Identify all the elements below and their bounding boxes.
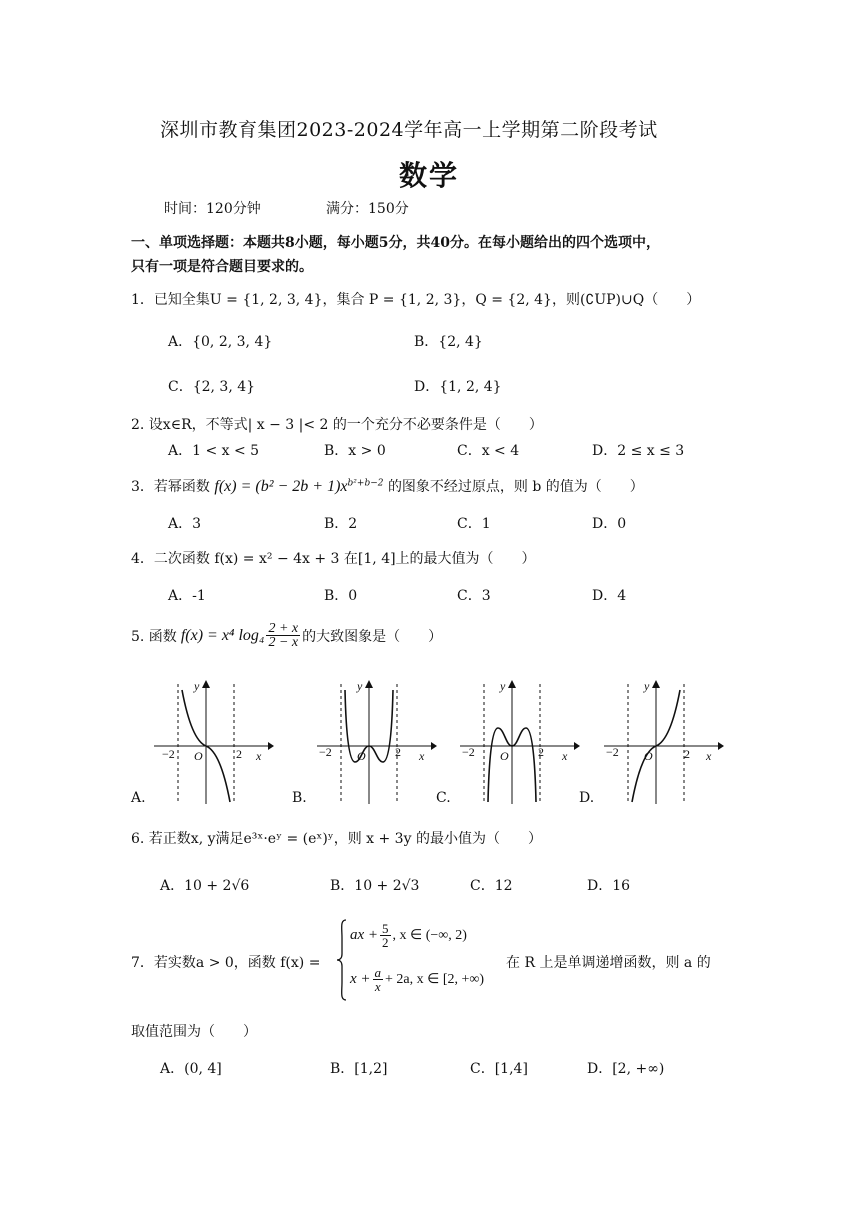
q7-piece-2-num: a <box>374 965 382 980</box>
q5-fraction-num: 2 + x <box>268 621 299 636</box>
q6-stem: 6. 若正数x, y满足e³ˣ·eʸ = (eˣ)ʸ，则 x + 3y 的最小值为（ ） <box>131 831 542 847</box>
q7-piece-1-num: 5 <box>382 921 389 936</box>
q5-option-c: C. <box>436 790 451 806</box>
section-heading-line2: 只有一项是符合题目要求的。 <box>131 259 313 275</box>
q2-option-a: A．1 < x < 5 <box>168 443 260 459</box>
y-axis-label: y <box>644 679 650 693</box>
q7-piece-1 <box>350 922 467 949</box>
q3-formula: f(x) = (b² − 2b + 1)x <box>214 478 348 495</box>
y-axis-label: y <box>357 679 363 693</box>
q5-option-b: B. <box>292 790 307 806</box>
q7-option-a: A．(0, 4] <box>160 1061 222 1077</box>
y-axis-label: y <box>194 679 200 693</box>
x-axis-arrow <box>574 742 580 750</box>
q5-option-a: A. <box>131 790 146 806</box>
q5-graph-d <box>600 676 724 804</box>
q7-piece-2 <box>350 966 484 993</box>
q7-piece-1-frac <box>380 922 391 949</box>
y-axis-arrow <box>652 680 660 688</box>
y-axis-label: y <box>500 679 506 693</box>
q7-stem-line2: 取值范围为（ ） <box>131 1024 257 1040</box>
y-axis-arrow <box>508 680 516 688</box>
q3-option-d: D．0 <box>592 516 627 532</box>
tick-pos: 2 <box>395 745 401 759</box>
q4-option-b: B．0 <box>324 588 358 604</box>
q5-graph-b <box>313 676 437 804</box>
q6-option-d: D．16 <box>587 878 631 894</box>
q7-piece-1-post: , x ∈ (−∞, 2) <box>392 928 467 943</box>
q6-option-a: A．10 + 2√6 <box>160 878 250 894</box>
subject-title: 数学 <box>399 159 460 192</box>
q7-piece-1-den: 2 <box>382 935 389 950</box>
q3-stem <box>131 476 644 496</box>
x-axis-label: x <box>256 749 262 763</box>
q7-brace <box>336 918 348 1002</box>
tick-pos: 2 <box>684 747 690 761</box>
q4-option-d: D．4 <box>592 588 627 604</box>
q1-option-a: A．{0, 2, 3, 4} <box>168 334 273 350</box>
q7-option-c: C．[1,4] <box>470 1061 528 1077</box>
q7-option-b: B．[1,2] <box>330 1061 388 1077</box>
tick-pos: 2 <box>538 745 544 759</box>
q5-graph-a <box>150 676 274 804</box>
q7-piece-1-pre: ax + <box>350 927 379 943</box>
q1-option-d: D．{1, 2, 4} <box>414 379 502 395</box>
q5-option-d: D. <box>579 790 595 806</box>
tick-neg: −2 <box>319 745 332 759</box>
q1-option-c: C．{2, 3, 4} <box>168 379 256 395</box>
q7-option-d: D．[2, +∞) <box>587 1061 665 1077</box>
q3-option-c: C．1 <box>457 516 491 532</box>
q7-piece-2-pre: x + <box>350 971 371 987</box>
q3-option-b: B．2 <box>324 516 358 532</box>
q4-option-a: A．-1 <box>168 588 206 604</box>
tick-neg: −2 <box>606 745 619 759</box>
exam-full-score: 满分：150分 <box>326 201 409 217</box>
q2-option-b: B．x > 0 <box>324 443 386 459</box>
q5-graph-c <box>456 676 580 804</box>
q5-stem-pre: 5. 函数 <box>131 628 177 645</box>
q1-stem: 1．已知全集U = {1, 2, 3, 4}，集合 P = {1, 2, 3}，Q = {2, 4}，则(∁UP)∪Q（ ） <box>131 292 701 308</box>
q4-option-c: C．3 <box>457 588 491 604</box>
q5-stem <box>131 622 442 649</box>
x-axis-arrow <box>431 742 437 750</box>
q7-stem-post: 在 R 上是单调递增函数，则 a 的 <box>506 955 711 971</box>
q4-stem: 4．二次函数 f(x) = x² − 4x + 3 在[1, 4]上的最大值为（ ） <box>131 551 536 567</box>
x-axis-label: x <box>419 749 425 763</box>
origin-label: O <box>644 749 653 763</box>
q2-option-d: D．2 ≤ x ≤ 3 <box>592 443 685 459</box>
x-axis-arrow <box>718 742 724 750</box>
origin-label: O <box>500 749 509 763</box>
x-axis-label: x <box>562 749 568 763</box>
q2-stem: 2. 设x∈R，不等式| x − 3 |< 2 的一个充分不必要条件是（ ） <box>131 417 543 433</box>
y-axis-arrow <box>365 680 373 688</box>
x-axis-label: x <box>706 749 712 763</box>
tick-neg: −2 <box>162 747 175 761</box>
q5-stem-post: 的大致图象是（ ） <box>302 628 443 645</box>
tick-pos: 2 <box>236 747 242 761</box>
q3-exponent: b²+b−2 <box>347 478 384 489</box>
q7-piece-2-post: + 2a, x ∈ [2, +∞) <box>385 972 485 987</box>
q6-option-c: C．12 <box>470 878 513 894</box>
x-axis-arrow <box>268 742 274 750</box>
q7-piece-2-frac <box>373 966 384 993</box>
q5-formula: f(x) = x⁴ log₄ <box>180 626 265 644</box>
q6-option-b: B．10 + 2√3 <box>330 878 420 894</box>
q7-piece-2-den: x <box>374 979 381 994</box>
exam-title: 深圳市教育集团2023-2024学年高一上学期第二阶段考试 <box>160 119 658 141</box>
y-axis-arrow <box>202 680 210 688</box>
q1-option-b: B．{2, 4} <box>414 334 483 350</box>
q2-option-c: C．x < 4 <box>457 443 520 459</box>
q5-fraction <box>266 622 300 649</box>
q3-option-a: A．3 <box>168 516 202 532</box>
q5-fraction-den: 2 − x <box>268 635 299 650</box>
tick-neg: −2 <box>462 745 475 759</box>
origin-label: O <box>357 749 366 763</box>
origin-label: O <box>194 749 203 763</box>
q7-stem-pre: 7．若实数a > 0，函数 f(x) = <box>131 955 321 971</box>
q3-stem-pre: 3．若幂函数 <box>131 479 210 495</box>
section-heading-line1: 一、单项选择题：本题共8小题，每小题5分，共40分。在每小题给出的四个选项中， <box>131 235 660 251</box>
q3-stem-post: 的图象不经过原点，则 b 的值为（ ） <box>387 479 644 495</box>
exam-time: 时间：120分钟 <box>164 201 261 217</box>
